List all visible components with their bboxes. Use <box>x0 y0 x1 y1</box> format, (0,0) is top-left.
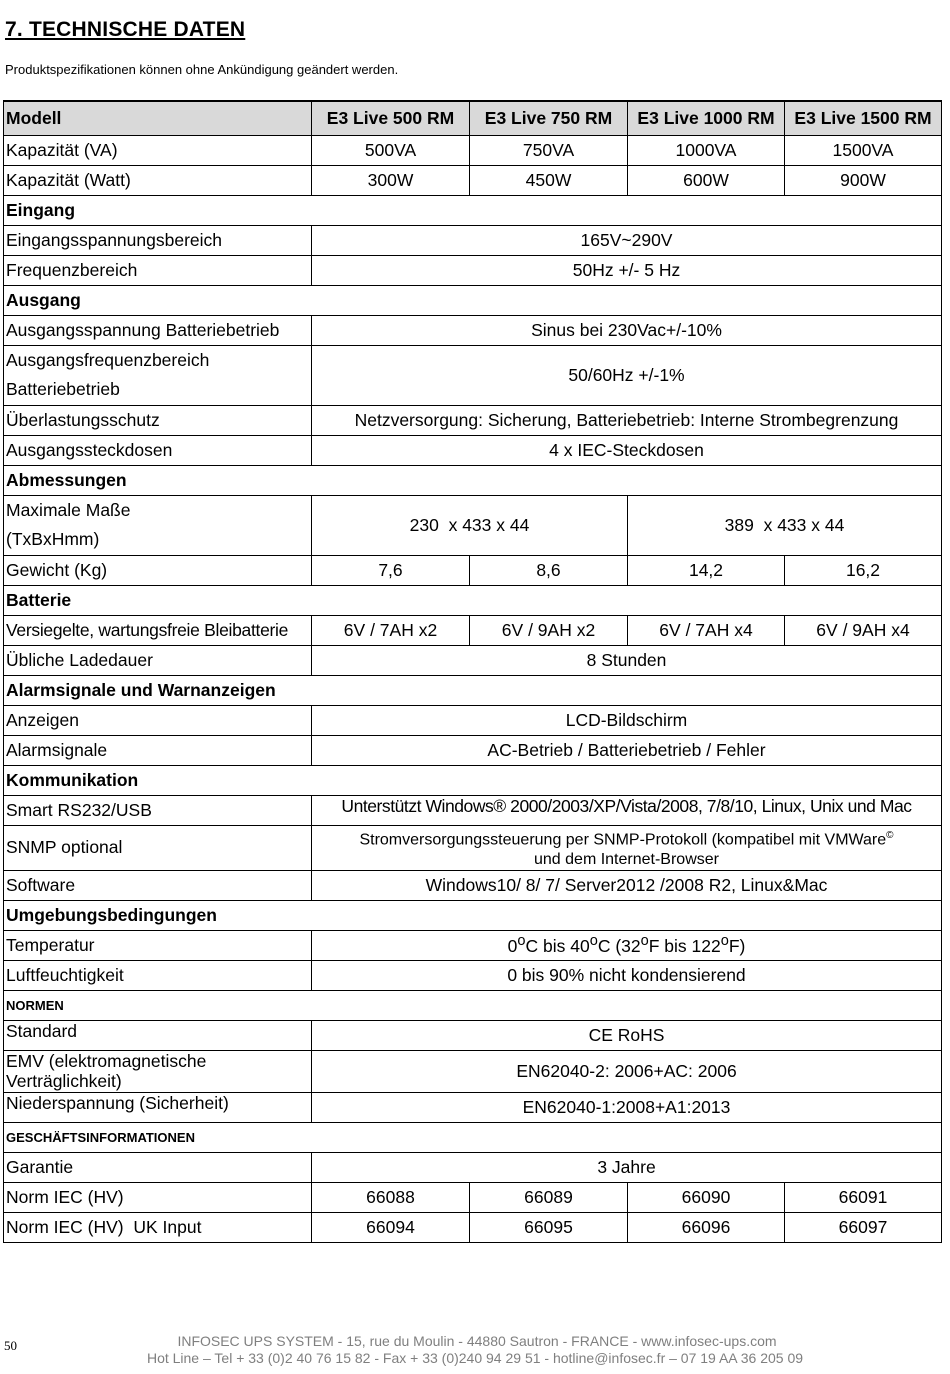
cell: 7,6 <box>312 555 470 585</box>
section-title: Alarmsignale und Warnanzeigen <box>4 675 942 705</box>
section-title: Umgebungsbedingungen <box>4 900 942 930</box>
cell: 66091 <box>785 1182 942 1212</box>
row-label: Software <box>4 870 312 900</box>
row-label-line: (TxBxHmm) <box>6 529 100 549</box>
cell <box>312 930 942 960</box>
cell: 50/60Hz +/-1% <box>312 345 942 405</box>
section-row-norms <box>4 990 942 1020</box>
section-row-alarms <box>4 675 942 705</box>
section-title: Eingang <box>4 195 942 225</box>
temp-text: C bis 40 <box>525 936 590 957</box>
section-title: Abmessungen <box>4 465 942 495</box>
cell: 3 Jahre <box>312 1152 942 1182</box>
row-label <box>4 1050 312 1092</box>
section-title: GESCHÄFTSINFORMATIONEN <box>4 1122 942 1152</box>
cell <box>312 825 942 870</box>
page-title: 7. TECHNISCHE DATEN <box>5 18 246 41</box>
row-label: Kapazität (VA) <box>4 135 312 165</box>
table-row <box>4 1182 942 1212</box>
table-row <box>4 135 942 165</box>
section-row-business <box>4 1122 942 1152</box>
row-label <box>4 495 312 555</box>
cell-line <box>314 826 939 850</box>
cell: 600W <box>628 165 785 195</box>
table-row <box>4 255 942 285</box>
cell: 66095 <box>470 1212 628 1242</box>
section-row-output <box>4 285 942 315</box>
cell: EN62040-2: 2006+AC: 2006 <box>312 1050 942 1092</box>
table-row <box>4 705 942 735</box>
section-row-communication <box>4 765 942 795</box>
table-row <box>4 870 942 900</box>
cell: 230 x 433 x 44 <box>312 495 628 555</box>
cell: Sinus bei 230Vac+/-10% <box>312 315 942 345</box>
cell: CE RoHS <box>312 1020 942 1050</box>
cell: 8 Stunden <box>312 645 942 675</box>
section-row-battery <box>4 585 942 615</box>
temp-text: C (32 <box>597 936 641 957</box>
cell: 1000VA <box>628 135 785 165</box>
cell: 50Hz +/- 5 Hz <box>312 255 942 285</box>
table-row <box>4 735 942 765</box>
cell: 14,2 <box>628 555 785 585</box>
table-row <box>4 795 942 825</box>
cell: 500VA <box>312 135 470 165</box>
cell: 6V / 7AH x2 <box>312 615 470 645</box>
table-header-row <box>4 101 942 135</box>
table-row <box>4 315 942 345</box>
section-row-input <box>4 195 942 225</box>
row-label: Ausgangsspannung Batteriebetrieb <box>4 315 312 345</box>
table-row <box>4 615 942 645</box>
section-title: Kommunikation <box>4 765 942 795</box>
row-label: Kapazität (Watt) <box>4 165 312 195</box>
header-model: E3 Live 750 RM <box>470 101 628 135</box>
row-label: Garantie <box>4 1152 312 1182</box>
table-row <box>4 1092 942 1122</box>
cell: 750VA <box>470 135 628 165</box>
row-label: Alarmsignale <box>4 735 312 765</box>
cell: 1500VA <box>785 135 942 165</box>
header-model-label: Modell <box>4 101 312 135</box>
header-model: E3 Live 1000 RM <box>628 101 785 135</box>
table-row <box>4 345 942 405</box>
row-label-line: Verträglichkeit) <box>6 1071 122 1092</box>
cell: 66097 <box>785 1212 942 1242</box>
row-label: Versiegelte, wartungsfreie Bleibatterie <box>4 615 312 645</box>
degree-mark: o <box>589 933 598 950</box>
cell: EN62040-1:2008+A1:2013 <box>312 1092 942 1122</box>
spec-notice: Produktspezifikationen können ohne Ankündigung geändert werden. <box>5 62 399 77</box>
section-title: Ausgang <box>4 285 942 315</box>
copyright-mark: © <box>886 829 894 841</box>
cell: AC-Betrieb / Batteriebetrieb / Fehler <box>312 735 942 765</box>
cell: 66088 <box>312 1182 470 1212</box>
footer-address: INFOSEC UPS SYSTEM - 15, rue du Moulin - 44880 Sautron - FRANCE - www.infosec-ups.com <box>177 1333 777 1349</box>
cell: 8,6 <box>470 555 628 585</box>
table-row <box>4 555 942 585</box>
cell: 4 x IEC-Steckdosen <box>312 435 942 465</box>
cell: 165V~290V <box>312 225 942 255</box>
cell: Windows10/ 8/ 7/ Server2012 /2008 R2, Linux&Mac <box>312 870 942 900</box>
temp-text: F) <box>728 936 746 957</box>
temp-text: 0 <box>507 936 518 957</box>
row-label: Frequenzbereich <box>4 255 312 285</box>
cell: 66089 <box>470 1182 628 1212</box>
row-label: Niederspannung (Sicherheit) <box>4 1092 312 1122</box>
cell: LCD-Bildschirm <box>312 705 942 735</box>
degree-mark: o <box>720 933 729 950</box>
row-label: Übliche Ladedauer <box>4 645 312 675</box>
cell: 6V / 7AH x4 <box>628 615 785 645</box>
cell: 66096 <box>628 1212 785 1242</box>
row-label-line: Maximale Maße <box>6 500 131 520</box>
section-row-dimensions <box>4 465 942 495</box>
cell: 66090 <box>628 1182 785 1212</box>
row-label: Luftfeuchtigkeit <box>4 960 312 990</box>
row-label: Norm IEC (HV) <box>4 1182 312 1212</box>
spec-table <box>3 100 942 1243</box>
cell: 300W <box>312 165 470 195</box>
cell: 389 x 433 x 44 <box>628 495 942 555</box>
table-row <box>4 405 942 435</box>
cell: 900W <box>785 165 942 195</box>
table-row <box>4 1050 942 1092</box>
row-label: Smart RS232/USB <box>4 795 312 825</box>
row-label: Überlastungsschutz <box>4 405 312 435</box>
cell-line: und dem Internet-Browser <box>534 850 719 868</box>
cell: 6V / 9AH x4 <box>785 615 942 645</box>
table-row <box>4 495 942 555</box>
row-label: Temperatur <box>4 930 312 960</box>
cell: 16,2 <box>785 555 942 585</box>
row-label: Eingangsspannungsbereich <box>4 225 312 255</box>
table-row <box>4 435 942 465</box>
header-model: E3 Live 500 RM <box>312 101 470 135</box>
row-label <box>4 345 312 405</box>
table-row <box>4 1152 942 1182</box>
section-title: Batterie <box>4 585 942 615</box>
row-label-line: Ausgangsfrequenzbereich <box>6 350 210 370</box>
row-label: Anzeigen <box>4 705 312 735</box>
cell: Netzversorgung: Sicherung, Batteriebetrieb: Interne Strombegrenzung <box>312 405 942 435</box>
table-row <box>4 645 942 675</box>
page-number: 50 <box>4 1338 17 1353</box>
cell: 450W <box>470 165 628 195</box>
row-label-line: EMV (elektromagnetische <box>6 1051 207 1072</box>
cell: 66094 <box>312 1212 470 1242</box>
footer-hotline: Hot Line – Tel + 33 (0)2 40 76 15 82 - Fax + 33 (0)240 94 29 51 - hotline@infosec.fr – 07 19 AA 36 205 09 <box>146 1350 804 1366</box>
row-label: Norm IEC (HV) UK Input <box>4 1212 312 1242</box>
degree-mark: o <box>640 933 649 950</box>
row-label: Ausgangssteckdosen <box>4 435 312 465</box>
table-row <box>4 1212 942 1242</box>
cell: 0 bis 90% nicht kondensierend <box>312 960 942 990</box>
table-row <box>4 960 942 990</box>
table-row <box>4 930 942 960</box>
section-row-environment <box>4 900 942 930</box>
row-label: Gewicht (Kg) <box>4 555 312 585</box>
temp-text: F bis 122 <box>648 936 721 957</box>
cell: 6V / 9AH x2 <box>470 615 628 645</box>
row-label-line: Batteriebetrieb <box>6 379 120 399</box>
row-label: SNMP optional <box>4 825 312 870</box>
table-row <box>4 165 942 195</box>
degree-mark: o <box>517 933 526 950</box>
table-row <box>4 825 942 870</box>
cell: Unterstützt Windows® 2000/2003/XP/Vista/2008, 7/8/10, Linux, Unix und Mac <box>312 795 942 825</box>
table-row <box>4 225 942 255</box>
row-label: Standard <box>4 1020 312 1050</box>
header-model: E3 Live 1500 RM <box>785 101 942 135</box>
section-title: NORMEN <box>4 990 942 1020</box>
table-row <box>4 1020 942 1050</box>
snmp-text: Stromversorgungssteuerung per SNMP-Protokoll (kompatibel mit VMWare <box>359 830 887 848</box>
